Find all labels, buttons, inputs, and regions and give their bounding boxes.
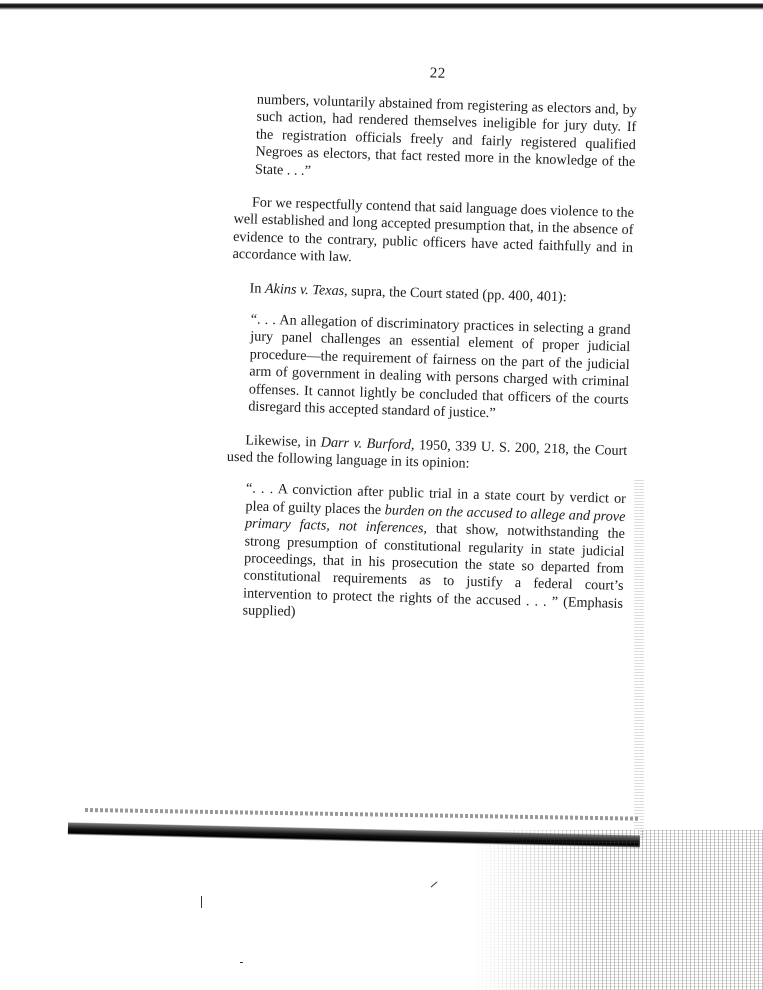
body-paragraph-1: For we respectfully contend that said language does violence to the well established and long accepted presumption that, in the absence of evidence to the contrary, public officers have acted faithfully and in accordance with law.	[232, 194, 635, 266]
scan-speck	[431, 882, 438, 888]
case-citation-akins: Akins v. Texas	[264, 280, 345, 299]
case-citation-darr: Darr v. Burford	[320, 433, 412, 453]
scan-top-edge	[0, 0, 763, 12]
scan-bottom-edge-thin	[85, 808, 640, 821]
body-paragraph-2-rest: , supra, the Court stated (pp. 400, 401):	[343, 282, 567, 305]
body-paragraph-2-lead: In	[249, 280, 266, 297]
page-number: 22	[429, 65, 446, 82]
scan-noise	[470, 830, 763, 990]
quote-paragraph-3-part1: “. . . A conviction after public trial in a state court by verdict or plea of guilty places the	[245, 480, 627, 518]
scan-speck	[201, 896, 202, 908]
quote-paragraph-3-emphasis: burden on the accused to allege and prove primary facts, not inferences	[244, 501, 626, 537]
scan-right-edge	[634, 480, 644, 840]
quote-paragraph-1: numbers, voluntarily abstained from registering as electors and, by such action, had rendered themselves ineligible for jury duty. If the registration officials freely and fairly registered qualified Negroes as electors, that fact rested more in the knowledge of the State . . .”	[254, 91, 637, 179]
document-page	[222, 60, 637, 631]
scan-speck	[240, 962, 243, 963]
quote-paragraph-3	[222, 480, 626, 630]
quote-paragraph-3-part2: , that show, notwithstanding the strong presumption of constitutional regularity in state judicial proceedings, that in his prosecution the state so departed from constitutional requirements as to justify a federal court’s intervention to protect the rights of the accused . . . ” (Emphasis supplied)	[242, 520, 626, 620]
body-paragraph-3-rest: , 1950, 339 U. S. 200, 218, the Court used the following language in its opinion:	[226, 436, 628, 472]
quote-paragraph-2: “. . . An allegation of discriminatory practices in selecting a grand jury panel challenges an essential element of proper judicial procedure—the requirement of fairness on the part of the judicial arm of government in dealing with persons charged with criminal offenses. It cannot lightly be concluded that officers of the courts disregard this accepted standard of justice.”	[248, 311, 631, 422]
body-paragraph-3-lead: Likewise, in	[245, 431, 321, 450]
